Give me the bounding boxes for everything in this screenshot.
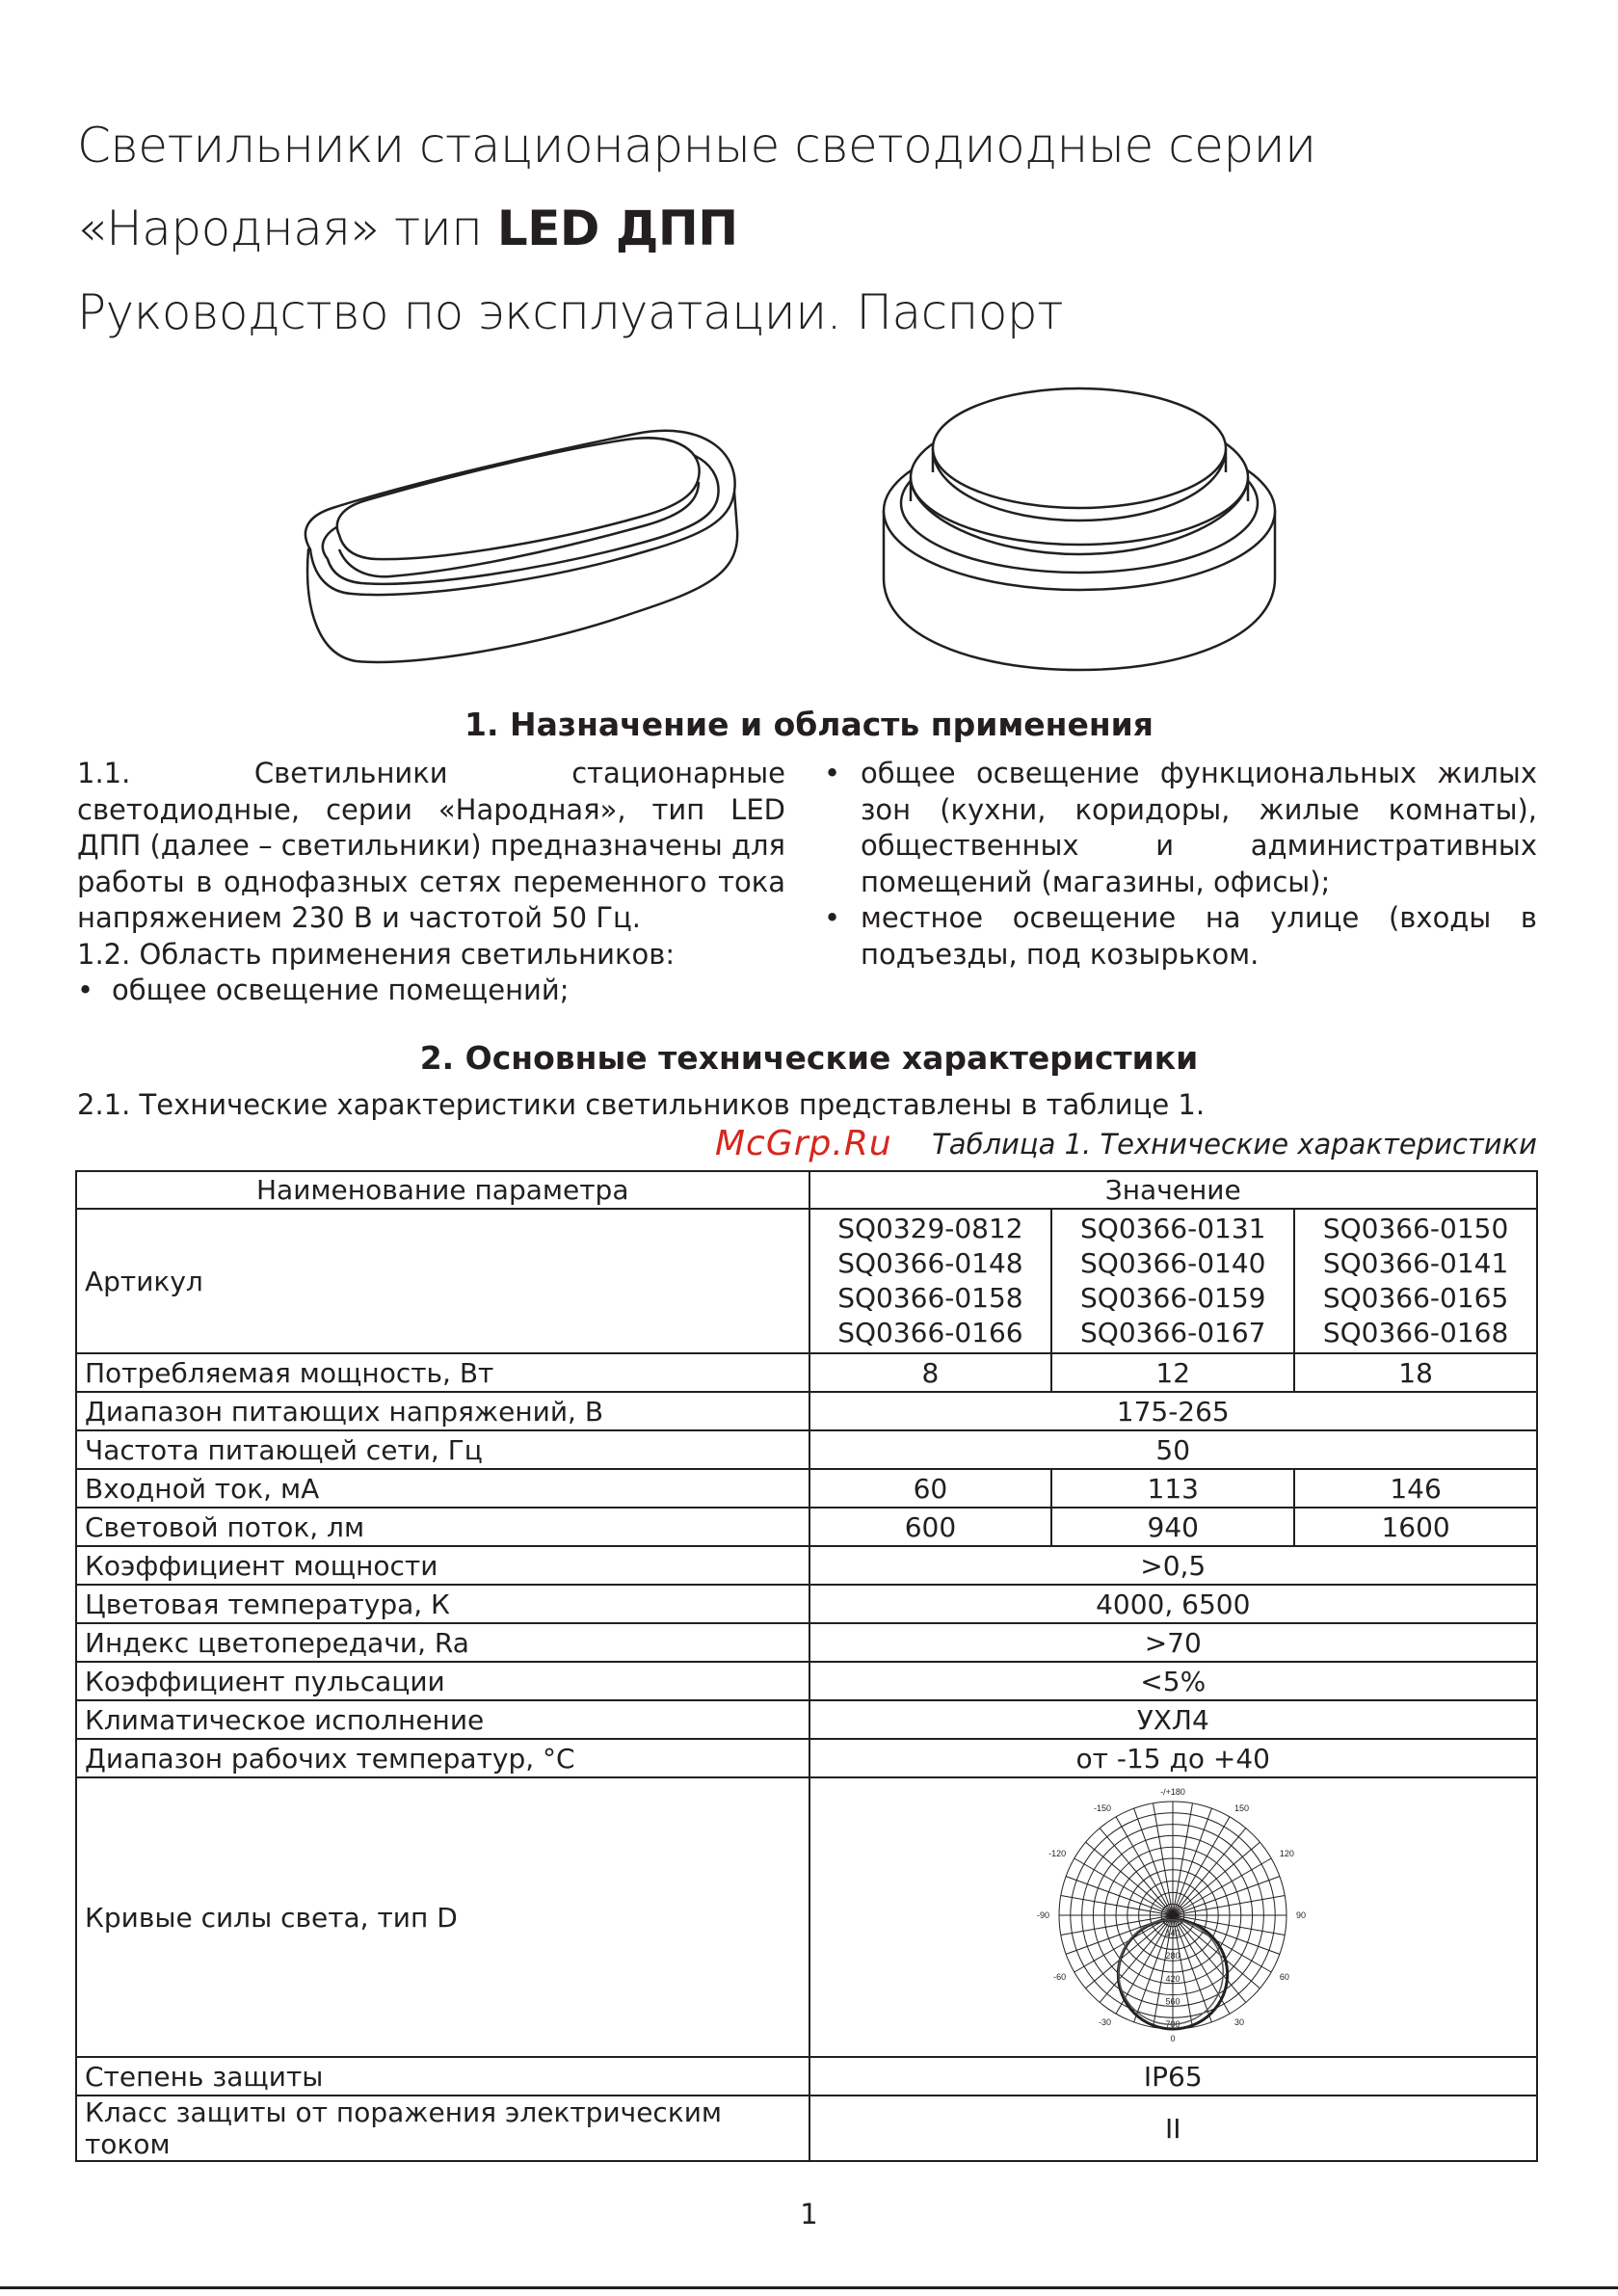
section-1-right-column	[824, 756, 1537, 973]
document-title-line-2	[77, 200, 738, 256]
article-number: SQ0366-0131	[1080, 1213, 1266, 1244]
radial-scale-label: 140	[1165, 1928, 1180, 1938]
oval-luminaire-illustration	[299, 414, 742, 675]
table-row	[76, 2057, 1537, 2096]
param-label: Коэффициент мощности	[76, 1546, 809, 1585]
param-value: 60	[809, 1469, 1052, 1508]
table-row	[76, 1700, 1537, 1739]
angle-label: -150	[1094, 1803, 1112, 1814]
section-1-left-column	[77, 756, 785, 1009]
table-row	[76, 1469, 1537, 1508]
param-value: <5%	[809, 1662, 1538, 1700]
paragraph-1-2: 1.2. Область применения светильников:	[77, 937, 676, 971]
param-label: Артикул	[76, 1209, 809, 1353]
article-col-2	[1051, 1209, 1294, 1353]
bottom-divider	[0, 2286, 1618, 2289]
param-label: Диапазон рабочих температур, °С	[76, 1739, 809, 1777]
radial-scale-label: 700	[1165, 2019, 1180, 2029]
article-number: SQ0366-0148	[837, 1247, 1023, 1279]
param-value: от -15 до +40	[809, 1739, 1538, 1777]
table-header-row	[76, 1171, 1537, 1209]
angle-label: -120	[1048, 1849, 1067, 1858]
param-value: 18	[1294, 1353, 1537, 1392]
bullet-icon: •	[824, 757, 841, 789]
article-number: SQ0366-0158	[837, 1282, 1023, 1314]
polar-diagram-cell	[809, 1777, 1538, 2057]
list-item	[824, 756, 1537, 900]
angle-label: -/+180	[1160, 1787, 1186, 1797]
table-caption: Таблица 1. Технические характеристики	[932, 1128, 1537, 1161]
param-value: 175-265	[809, 1392, 1538, 1430]
param-label: Входной ток, мА	[76, 1469, 809, 1508]
section-2-heading: 2. Основные технические характеристики	[419, 1039, 1199, 1077]
param-value: 113	[1051, 1469, 1294, 1508]
param-label: Климатическое исполнение	[76, 1700, 809, 1739]
bullet-icon: •	[824, 901, 841, 934]
title-prefix: «Народная» тип	[77, 200, 497, 256]
table-row	[76, 1739, 1537, 1777]
angle-label: -30	[1099, 2016, 1112, 2027]
angle-label: -60	[1053, 1972, 1067, 1982]
radial-scale-label: 280	[1165, 1951, 1180, 1962]
param-label: Цветовая температура, К	[76, 1585, 809, 1623]
table-row	[76, 1353, 1537, 1392]
section-1-heading: 1. Назначение и область применения	[464, 706, 1154, 743]
param-label: Класс защиты от поражения электрическим током	[76, 2096, 809, 2161]
article-col-1	[809, 1209, 1052, 1353]
list-item-text: общее освещение помещений;	[112, 974, 570, 1006]
header-value: Значение	[809, 1171, 1538, 1209]
param-label: Степень защиты	[76, 2057, 809, 2096]
list-item	[824, 900, 1537, 973]
param-value: УХЛ4	[809, 1700, 1538, 1739]
param-label: Световой поток, лм	[76, 1508, 809, 1546]
bullet-icon: •	[77, 974, 94, 1006]
param-label: Частота питающей сети, Гц	[76, 1430, 809, 1469]
param-value: 600	[809, 1508, 1052, 1546]
article-number: SQ0366-0166	[837, 1317, 1023, 1348]
article-number: SQ0366-0168	[1322, 1317, 1509, 1348]
param-value: 4000, 6500	[809, 1585, 1538, 1623]
title-bold-model: LED ДПП	[496, 200, 738, 256]
param-label: Индекс цветопередачи, Ra	[76, 1623, 809, 1662]
list-item-text: общее освещение функциональных жилых зон (кухни, коридоры, жилые комнаты), общественных и административных помещений (магазины, офисы);	[861, 757, 1537, 898]
param-value: 940	[1051, 1508, 1294, 1546]
param-value: 146	[1294, 1469, 1537, 1508]
table-row	[76, 1209, 1537, 1353]
param-value: II	[809, 2096, 1538, 2161]
table-row	[76, 1662, 1537, 1700]
angle-label: 30	[1234, 2016, 1245, 2027]
param-value: >70	[809, 1623, 1538, 1662]
light-distribution-polar-diagram	[1028, 1778, 1317, 2056]
param-value: 12	[1051, 1353, 1294, 1392]
article-number: SQ0366-0167	[1080, 1317, 1266, 1348]
radial-scale-label: 560	[1165, 1996, 1180, 2007]
param-label: Потребляемая мощность, Вт	[76, 1353, 809, 1392]
document-title-line-1: Светильники стационарные светодиодные серии	[77, 118, 1316, 174]
angle-label: 120	[1280, 1849, 1295, 1858]
article-number: SQ0366-0165	[1322, 1282, 1509, 1314]
table-row	[76, 1430, 1537, 1469]
param-value: 1600	[1294, 1508, 1537, 1546]
header-param: Наименование параметра	[76, 1171, 809, 1209]
angle-label: 0	[1170, 2034, 1176, 2043]
article-number: SQ0329-0812	[837, 1213, 1023, 1244]
param-label: Коэффициент пульсации	[76, 1662, 809, 1700]
watermark: McGrp.Ru	[715, 1124, 892, 1163]
angle-label: 150	[1234, 1803, 1250, 1814]
angle-label: -90	[1037, 1910, 1050, 1920]
param-label: Диапазон питающих напряжений, В	[76, 1392, 809, 1430]
table-row	[76, 2096, 1537, 2161]
angle-label: 60	[1280, 1972, 1290, 1982]
radial-scale-label: 420	[1165, 1973, 1180, 1984]
param-value: >0,5	[809, 1546, 1538, 1585]
table-row	[76, 1546, 1537, 1585]
list-item	[77, 973, 785, 1009]
table-row	[76, 1623, 1537, 1662]
list-item-text: местное освещение на улице (входы в подъезды, под козырьком.	[861, 901, 1537, 971]
param-label: Кривые силы света, тип D	[76, 1777, 809, 2057]
paragraph-1-1: 1.1. Светильники стационарные светодиодные, серии «Народная», тип LED ДПП (далее – светильники) предназначены для работы в однофазных сетях переменного тока напряжением 230 В и частотой 50 Гц.	[77, 757, 785, 934]
article-number: SQ0366-0140	[1080, 1247, 1266, 1279]
table-row	[76, 1392, 1537, 1430]
specifications-table	[75, 1170, 1538, 2162]
param-value: IP65	[809, 2057, 1538, 2096]
angle-label: 90	[1296, 1910, 1307, 1920]
article-number: SQ0366-0159	[1080, 1282, 1266, 1314]
article-number: SQ0366-0150	[1322, 1213, 1509, 1244]
article-col-3	[1294, 1209, 1537, 1353]
table-row	[76, 1777, 1537, 2057]
page-number: 1	[800, 2198, 818, 2230]
param-value: 8	[809, 1353, 1052, 1392]
article-number: SQ0366-0141	[1322, 1247, 1509, 1279]
param-value: 50	[809, 1430, 1538, 1469]
table-row	[76, 1508, 1537, 1546]
round-luminaire-illustration	[867, 386, 1291, 675]
table-row	[76, 1585, 1537, 1623]
document-subtitle: Руководство по эксплуатации. Паспорт	[77, 284, 1064, 340]
paragraph-2-1: 2.1. Технические характеристики светильников представлены в таблице 1.	[77, 1088, 1206, 1121]
